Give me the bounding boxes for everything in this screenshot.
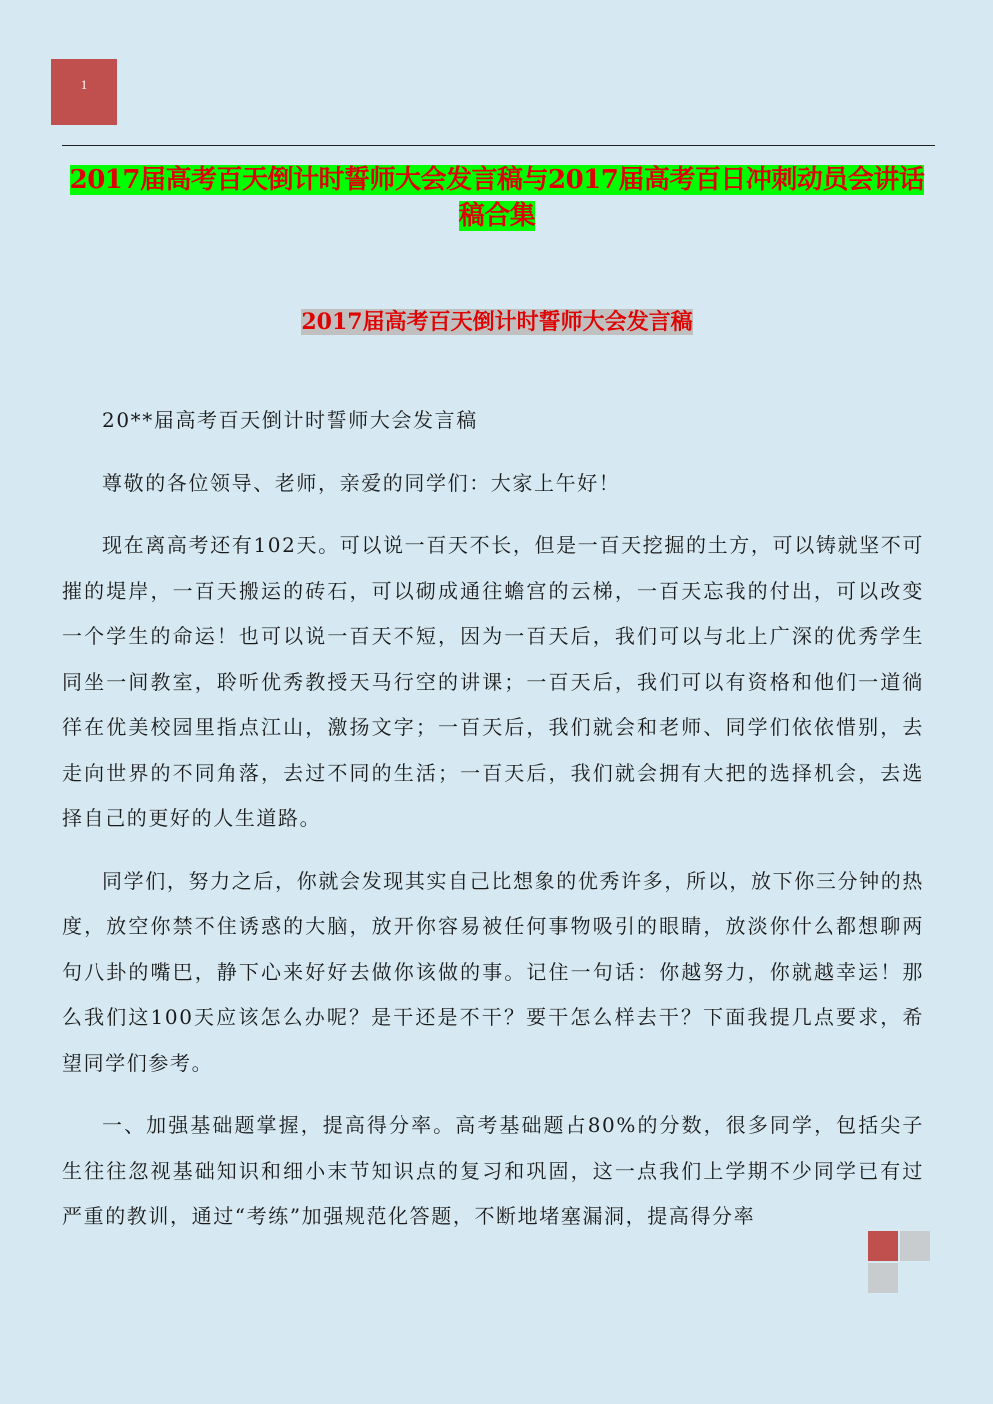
document-body: [62, 398, 924, 1257]
body-paragraph: 一、加强基础题掌握，提高得分率。高考基础题占80%的分数，很多同学，包括尖子生往往忽视基础知识和细小末节知识点的复习和巩固，这一点我们上学期不少同学已有过严重的教训，通过“考练”加强规范化答题，不断地堵塞漏洞，提高得分率: [62, 1113, 924, 1228]
body-paragraph: 尊敬的各位领导、老师，亲爱的同学们：大家上午好！: [102, 470, 621, 495]
page-number: 1: [80, 77, 88, 92]
section-title-text: 2017届高考百天倒计时誓师大会发言稿: [301, 309, 693, 335]
body-paragraph: 现在离高考还有102天。可以说一百天不长，但是一百天挖掘的土方，可以铸就坚不可摧的堤岸，一百天搬运的砖石，可以砌成通往蟾宫的云梯，一百天忘我的付出，可以改变一个学生的命运！也可以说一百天不短，因为一百天后，我们可以与北上广深的优秀学生同坐一间教室，聆听优秀教授天马行空的讲课；一百天后，我们可以有资格和他们一道徜徉在优美校园里指点江山，激扬文字；一百天后，我们就会和老师、同学们依依惜别，去走向世界的不同角落，去过不同的生活；一百天后，我们就会拥有大把的选择机会，去选择自己的更好的人生道路。: [62, 533, 924, 830]
nav-square-active[interactable]: [868, 1231, 898, 1261]
nav-square[interactable]: [868, 1263, 898, 1293]
body-paragraph: 20**届高考百天倒计时誓师大会发言稿: [102, 408, 478, 432]
header-divider: [62, 145, 935, 146]
section-title: [62, 305, 932, 339]
body-paragraph: 同学们，努力之后，你就会发现其实自己比想象的优秀许多，所以，放下你三分钟的热度，放空你禁不住诱惑的大脑，放开你容易被任何事物吸引的眼睛，放淡你什么都想聊两句八卦的嘴巴，静下心来好好去做你该做的事。记住一句话：你越努力，你就越幸运！那么我们这100天应该怎么办呢？是干还是不干？要干怎么样去干？下面我提几点要求，希望同学们参考。: [62, 868, 924, 1075]
page-nav-widget[interactable]: [866, 1229, 934, 1293]
document-title-text: 2017届高考百天倒计时誓师大会发言稿与2017届高考百日冲刺动员会讲话稿合集: [69, 165, 925, 231]
page-number-box: [51, 59, 117, 125]
nav-square[interactable]: [900, 1231, 930, 1261]
document-title: [62, 162, 932, 234]
